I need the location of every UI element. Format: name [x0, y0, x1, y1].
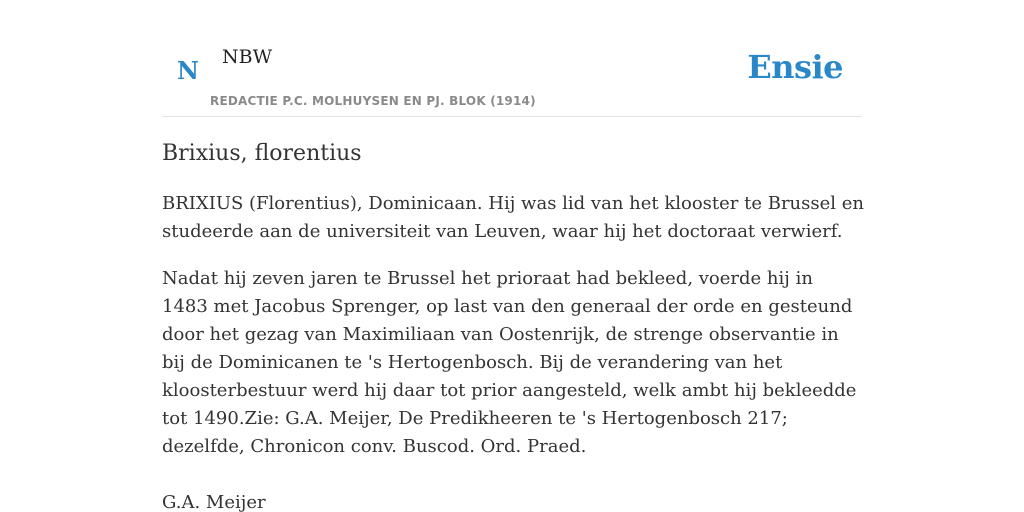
- source-logo[interactable]: N: [177, 56, 199, 85]
- article-title: Brixius, florentius: [162, 141, 362, 166]
- source-subtitle: REDACTIE P.C. MOLHUYSEN EN PJ. BLOK (1914): [210, 94, 536, 108]
- article-paragraph: BRIXIUS (Florentius), Dominicaan. Hij was lid van het klooster te Brussel en studeerde aan de universiteit van Leuven, waar hij het doctoraat verwierf.: [162, 193, 864, 242]
- article-author: G.A. Meijer: [162, 492, 266, 512]
- article-paragraph: Nadat hij zeven jaren te Brussel het prioraat had bekleed, voerde hij in 1483 met Jacobus Sprenger, op last van den generaal der orde en gesteund door het gezag van Maximiliaan van Oostenrijk, de strenge observantie in bij de Dominicanen te 's Hertogenbosch. Bij de verandering van het kloosterbestuur werd hij daar tot prior aangesteld, welk ambt hij bekleedde tot 1490.Zie: G.A. Meijer, De Predikheeren te 's Hertogenbosch 217; dezelfde, Chronicon conv. Buscod. Ord. Praed.: [162, 268, 857, 457]
- source-name[interactable]: NBW: [222, 46, 273, 68]
- article: [162, 138, 864, 512]
- source-header: [162, 0, 862, 117]
- brand-logo[interactable]: Ensie: [747, 48, 843, 86]
